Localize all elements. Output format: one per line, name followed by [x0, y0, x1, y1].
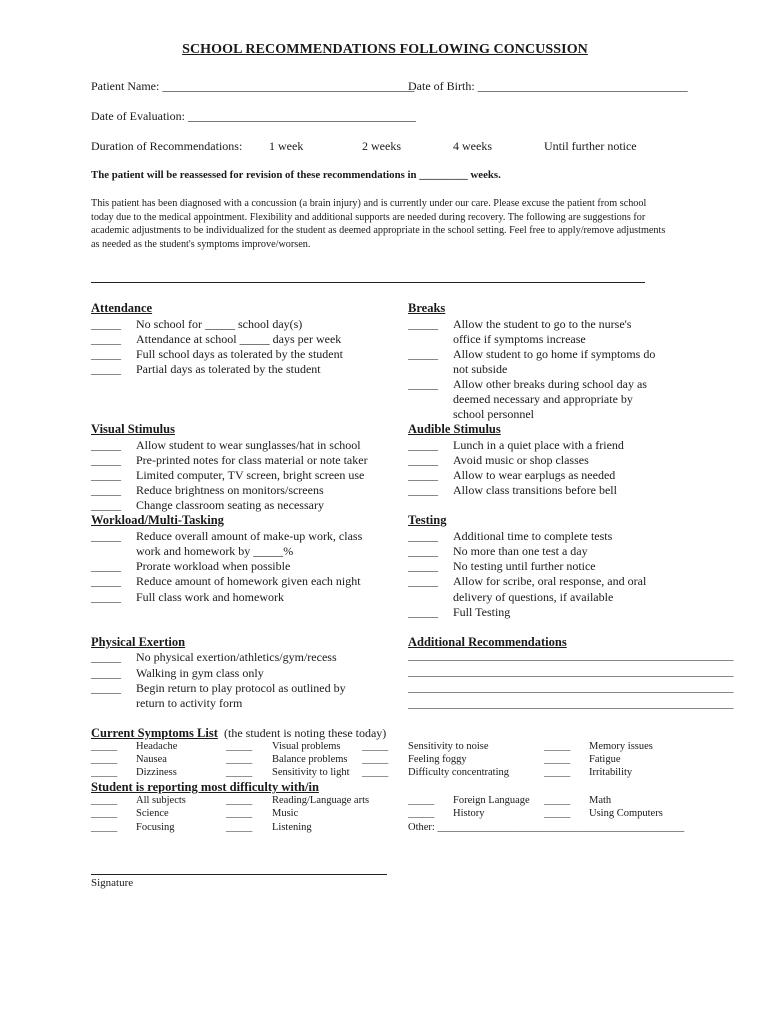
symptom-checkbox[interactable]: _____	[226, 754, 253, 765]
difficulty-label: Reading/Language arts	[272, 795, 370, 806]
symptom-label: Fatigue	[589, 754, 621, 765]
workload-heading: Workload/Multi-Tasking	[91, 513, 224, 527]
symptom-label: Feeling foggy	[408, 754, 467, 765]
difficulty-label: All subjects	[136, 795, 186, 806]
date-of-evaluation-field[interactable]: Date of Evaluation: ______________________________________	[91, 109, 416, 123]
workload-item: Reduce amount of homework given each night	[136, 574, 361, 588]
visual-checkbox[interactable]: _____	[91, 498, 121, 512]
physical-checkbox[interactable]: _____	[91, 666, 121, 680]
testing-item: Full Testing	[453, 605, 511, 619]
workload-item: work and homework by _____%	[136, 544, 294, 558]
audible-item: Allow to wear earplugs as needed	[453, 468, 616, 482]
visual-item: Change classroom seating as necessary	[136, 498, 324, 512]
patient-name-field[interactable]: Patient Name: __________________________________________	[91, 79, 415, 93]
workload-item: Full class work and homework	[136, 590, 284, 604]
difficulty-heading: Student is reporting most difficulty with/in	[91, 780, 319, 794]
breaks-item: Allow the student to go to the nurse's	[453, 317, 632, 331]
physical-item: No physical exertion/athletics/gym/recess	[136, 650, 337, 664]
breaks-checkbox[interactable]: _____	[408, 317, 438, 331]
symptom-checkbox[interactable]: _____	[544, 754, 571, 765]
audible-item: Lunch in a quiet place with a friend	[453, 438, 624, 452]
difficulty-label: Science	[136, 808, 169, 819]
difficulty-checkbox[interactable]: _____	[91, 822, 118, 833]
attendance-checkbox[interactable]: _____	[91, 362, 121, 376]
duration-option-4-weeks[interactable]: 4 weeks	[453, 139, 492, 153]
symptom-checkbox[interactable]: _____	[544, 741, 571, 752]
visual-item: Limited computer, TV screen, bright screen use	[136, 468, 365, 482]
additional-recommendations-line[interactable]: ______________________________________________________________	[408, 699, 734, 710]
breaks-item: Allow student to go home if symptoms do	[453, 347, 656, 361]
visual-item: Allow student to wear sunglasses/hat in school	[136, 438, 361, 452]
visual-stimulus-heading: Visual Stimulus	[91, 422, 175, 436]
workload-checkbox[interactable]: _____	[91, 590, 121, 604]
symptom-label: Nausea	[136, 754, 167, 765]
additional-recommendations-line[interactable]: ______________________________________________________________	[408, 651, 734, 662]
testing-item: No testing until further notice	[453, 559, 596, 573]
symptom-checkbox[interactable]: _____	[362, 741, 389, 752]
intro-paragraph: This patient has been diagnosed with a concussion (a brain injury) and is currently under our care. Please excuse the patient from school today due to the medical appointment. Flexibility and additional supports are needed during recovery. The following are suggestions for academic adjustments to be individualized for the student as deemed appropriate in the school setting. Feel free to apply/remove adjustments as needed as the student's symptoms improve/worsen.	[91, 198, 666, 250]
testing-item: No more than one test a day	[453, 544, 588, 558]
attendance-item: Full school days as tolerated by the student	[136, 347, 343, 361]
difficulty-checkbox[interactable]: _____	[226, 795, 253, 806]
testing-item: Allow for scribe, oral response, and oral	[453, 574, 647, 588]
symptom-checkbox[interactable]: _____	[226, 741, 253, 752]
symptom-label: Headache	[136, 741, 178, 752]
difficulty-checkbox[interactable]: _____	[91, 808, 118, 819]
signature-line[interactable]	[91, 874, 387, 875]
difficulty-checkbox[interactable]: _____	[226, 822, 253, 833]
symptom-label: Visual problems	[272, 741, 341, 752]
date-of-birth-field[interactable]: Date of Birth: ___________________________________	[408, 79, 688, 93]
audible-checkbox[interactable]: _____	[408, 468, 438, 482]
duration-option-2-weeks[interactable]: 2 weeks	[362, 139, 401, 153]
difficulty-label: Using Computers	[589, 808, 663, 819]
breaks-item: office if symptoms increase	[453, 332, 586, 346]
current-symptoms-heading: Current Symptoms List	[91, 726, 218, 740]
testing-checkbox[interactable]: _____	[408, 574, 438, 588]
visual-item: Reduce brightness on monitors/screens	[136, 483, 324, 497]
visual-checkbox[interactable]: _____	[91, 468, 121, 482]
visual-checkbox[interactable]: _____	[91, 438, 121, 452]
section-divider	[91, 282, 645, 283]
breaks-heading: Breaks	[408, 301, 446, 315]
breaks-checkbox[interactable]: _____	[408, 377, 438, 391]
workload-item: Prorate workload when possible	[136, 559, 291, 573]
visual-item: Pre-printed notes for class material or note taker	[136, 453, 368, 467]
attendance-checkbox[interactable]: _____	[91, 347, 121, 361]
difficulty-checkbox[interactable]: _____	[226, 808, 253, 819]
workload-checkbox[interactable]: _____	[91, 574, 121, 588]
symptom-label: Irritability	[589, 767, 633, 778]
difficulty-checkbox[interactable]: _____	[544, 808, 571, 819]
audible-item: Avoid music or shop classes	[453, 453, 589, 467]
other-difficulty-field[interactable]: Other: _______________________________________________	[408, 822, 685, 833]
difficulty-checkbox[interactable]: _____	[408, 808, 435, 819]
symptom-checkbox[interactable]: _____	[91, 767, 118, 778]
difficulty-checkbox[interactable]: _____	[408, 795, 435, 806]
difficulty-label: Listening	[272, 822, 312, 833]
symptom-label: Dizziness	[136, 767, 177, 778]
audible-checkbox[interactable]: _____	[408, 438, 438, 452]
testing-checkbox[interactable]: _____	[408, 529, 438, 543]
testing-checkbox[interactable]: _____	[408, 544, 438, 558]
difficulty-checkbox[interactable]: _____	[91, 795, 118, 806]
symptom-label: Memory issues	[589, 741, 653, 752]
workload-checkbox[interactable]: _____	[91, 559, 121, 573]
breaks-item: deemed necessary and appropriate by	[453, 392, 633, 406]
difficulty-label: History	[453, 808, 485, 819]
difficulty-label: Focusing	[136, 822, 175, 833]
reassess-statement: The patient will be reassessed for revision of these recommendations in _________ weeks.	[91, 169, 501, 181]
attendance-item: Partial days as tolerated by the student	[136, 362, 321, 376]
difficulty-label: Music	[272, 808, 299, 819]
symptom-checkbox[interactable]: _____	[91, 741, 118, 752]
difficulty-checkbox[interactable]: _____	[544, 795, 571, 806]
testing-checkbox[interactable]: _____	[408, 559, 438, 573]
breaks-item: not subside	[453, 362, 508, 376]
physical-exertion-heading: Physical Exertion	[91, 635, 186, 649]
audible-stimulus-heading: Audible Stimulus	[408, 422, 501, 436]
duration-option-until-further-notice[interactable]: Until further notice	[544, 139, 637, 153]
symptom-checkbox[interactable]: _____	[226, 767, 253, 778]
symptom-checkbox[interactable]: _____	[362, 754, 389, 765]
signature-label: Signature	[91, 877, 134, 889]
breaks-item: school personnel	[453, 407, 534, 421]
attendance-heading: Attendance	[91, 301, 153, 315]
physical-item: Walking in gym class only	[136, 666, 264, 680]
difficulty-label: Math	[589, 795, 612, 806]
symptom-label: Sensitivity to noise	[408, 741, 489, 752]
additional-recommendations-heading: Additional Recommendations	[408, 635, 567, 649]
audible-checkbox[interactable]: _____	[408, 453, 438, 467]
symptom-checkbox[interactable]: _____	[362, 767, 389, 778]
physical-checkbox[interactable]: _____	[91, 650, 121, 664]
audible-checkbox[interactable]: _____	[408, 483, 438, 497]
physical-item: Begin return to play protocol as outlined by	[136, 681, 346, 695]
symptom-label: Sensitivity to light	[272, 767, 350, 778]
page-title: SCHOOL RECOMMENDATIONS FOLLOWING CONCUSSION	[182, 42, 588, 57]
symptom-label: Difficulty concentrating	[408, 767, 509, 778]
physical-checkbox[interactable]: _____	[91, 681, 121, 695]
testing-heading: Testing	[408, 513, 447, 527]
attendance-checkbox[interactable]: _____	[91, 332, 121, 346]
breaks-checkbox[interactable]: _____	[408, 347, 438, 361]
visual-checkbox[interactable]: _____	[91, 483, 121, 497]
physical-item: return to activity form	[136, 696, 243, 710]
attendance-item: No school for _____ school day(s)	[136, 317, 303, 331]
difficulty-label: Foreign Language	[453, 795, 530, 806]
testing-item: Additional time to complete tests	[453, 529, 613, 543]
workload-checkbox[interactable]: _____	[91, 529, 121, 543]
visual-checkbox[interactable]: _____	[91, 453, 121, 467]
duration-label: Duration of Recommendations:	[91, 139, 243, 153]
additional-recommendations-line[interactable]: ______________________________________________________________	[408, 683, 734, 694]
duration-option-1-week[interactable]: 1 week	[269, 139, 304, 153]
workload-item: Reduce overall amount of make-up work, class	[136, 529, 363, 543]
symptom-label: Balance problems	[272, 754, 348, 765]
testing-item: delivery of questions, if available	[453, 590, 614, 604]
attendance-item: Attendance at school _____ days per week	[136, 332, 342, 346]
symptom-checkbox[interactable]: _____	[544, 767, 571, 778]
breaks-item: Allow other breaks during school day as	[453, 377, 647, 391]
symptom-checkbox[interactable]: _____	[91, 754, 118, 765]
current-symptoms-note: (the student is noting these today)	[224, 726, 387, 740]
attendance-checkbox[interactable]: _____	[91, 317, 121, 331]
audible-item: Allow class transitions before bell	[453, 483, 617, 497]
testing-checkbox[interactable]: _____	[408, 605, 438, 619]
additional-recommendations-line[interactable]: ______________________________________________________________	[408, 667, 734, 678]
